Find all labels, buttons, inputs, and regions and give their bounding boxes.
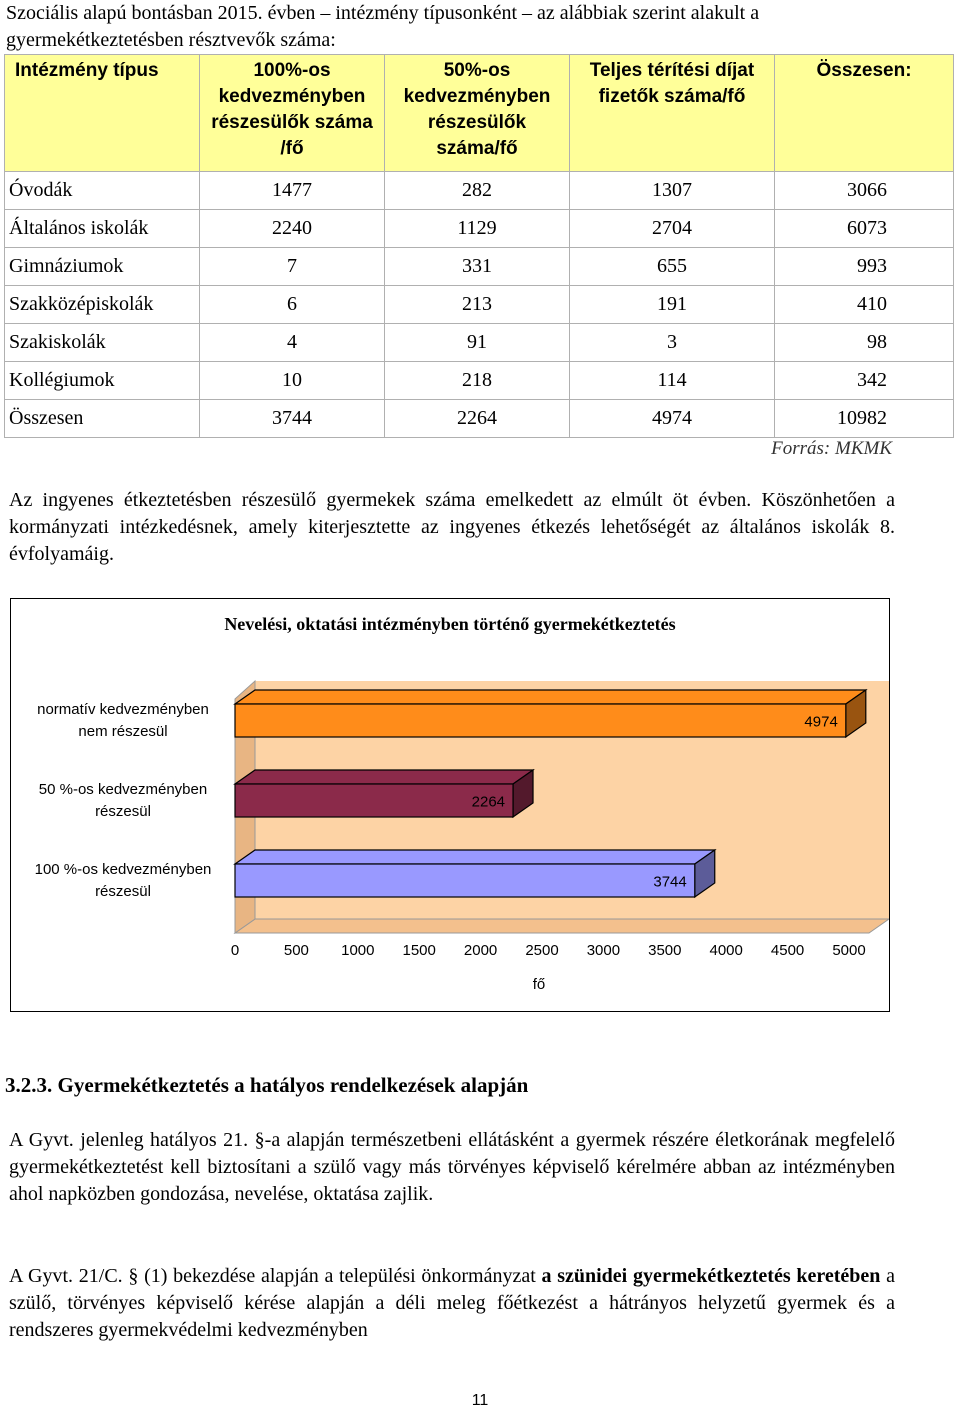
- cell-total: 342: [775, 362, 954, 400]
- header-type: Intézmény típus: [5, 55, 200, 172]
- table-row-total: [5, 400, 954, 438]
- x-tick-label: 1000: [341, 942, 375, 959]
- cell-type: Szakiskolák: [5, 324, 200, 362]
- section-heading: 3.2.3. Gyermekétkeztetés a hatályos rendelkezések alapján: [5, 1073, 529, 1097]
- cell-type: Kollégiumok: [5, 362, 200, 400]
- x-axis-label: fő: [532, 976, 546, 993]
- intro-text: Szociális alapú bontásban 2015. évben – intézmény típusonként – az alábbiak szerint alakult a gyermekétkeztetésben résztvevők száma:: [6, 2, 760, 51]
- paragraph-gyvt-21c-part1: A Gyvt. 21/C. § (1) bekezdése alapján a települési önkormányzat: [9, 1265, 542, 1287]
- cell-value: 282: [385, 172, 570, 210]
- cell-value: 2264: [385, 400, 570, 438]
- x-tick-label: 2000: [463, 942, 498, 959]
- cell-value: 2704: [570, 210, 775, 248]
- x-tick-label: 5000: [832, 942, 866, 959]
- cell-value: 331: [385, 248, 570, 286]
- cell-value: 4974: [570, 400, 775, 438]
- cell-value: 213: [385, 286, 570, 324]
- paragraph-meals-growth: Az ingyenes étkeztetésben részesülő gyermekek száma emelkedett az elmúlt öt évben. Köszönhetően a kormányzati intézkedésnek, amely kiterjesztette az ingyenes étkezés lehetőségét az általános iskolák 8. évfolyamáig.: [9, 489, 895, 565]
- cell-value: 1129: [385, 210, 570, 248]
- x-tick-label: 2500: [525, 942, 559, 959]
- cell-total: 6073: [775, 210, 954, 248]
- cell-value: 10: [200, 362, 385, 400]
- chart-plot-floor: [235, 919, 889, 933]
- cell-value: 3: [570, 324, 775, 362]
- paragraph-gyvt-21: A Gyvt. jelenleg hatályos 21. §-a alapján természetbeni ellátásként a gyermek részére életkorának megfelelő gyermekétkeztetést kell biztosítani a szülő vagy más törvényes képviselő kérelmére abban az intézményben ahol napközben gondozása, nevelése, oktatása zajlik.: [9, 1129, 895, 1205]
- chart-bar: [235, 850, 715, 897]
- cell-type: Gimnáziumok: [5, 248, 200, 286]
- paragraph-gyvt-21c-bold: a szünidei gyermekétkeztetés keretében: [541, 1265, 881, 1287]
- x-tick-label: 500: [283, 942, 309, 959]
- cell-value: 1307: [570, 172, 775, 210]
- table-row: [5, 248, 954, 286]
- header-half-discount: 50%-os kedvezményben részesülők száma/fő: [385, 55, 570, 172]
- x-tick-label: 3500: [648, 942, 682, 959]
- bar-value-label: 2264: [471, 793, 506, 811]
- x-tick-label: 1500: [402, 942, 436, 959]
- cell-type: Szakközépiskolák: [5, 286, 200, 324]
- cell-value: 114: [570, 362, 775, 400]
- cell-value: 91: [385, 324, 570, 362]
- cell-total: 410: [775, 286, 954, 324]
- table-row: [5, 286, 954, 324]
- cell-value: 191: [570, 286, 775, 324]
- table-row: [5, 172, 954, 210]
- header-total: Összesen:: [775, 55, 954, 172]
- bar-chart: [11, 599, 889, 1011]
- header-full-price: Teljes térítési díjat fizetők száma/fő: [570, 55, 775, 172]
- header-full-discount: 100%-os kedvezményben részesülők száma /fő: [200, 55, 385, 172]
- cell-value: 7: [200, 248, 385, 286]
- chart-frame: [10, 598, 890, 1012]
- chart-title: Nevelési, oktatási intézményben történő gyermekétkeztetés: [224, 614, 676, 634]
- table-header-row: [5, 55, 954, 172]
- paragraph-gyvt-21c-part2: a szülő, törvényes képviselő kérése alapján a déli meleg főétkezést a hátrányos helyzetű gyermek és a rendszeres gyermekvédelmi kedvezményben: [9, 1265, 895, 1341]
- cell-type: Általános iskolák: [5, 210, 200, 248]
- cell-type: Óvodák: [5, 172, 200, 210]
- cell-value: 655: [570, 248, 775, 286]
- x-tick-label: 3000: [586, 942, 621, 959]
- chart-bar: [235, 690, 866, 737]
- paragraph-gyvt-21c: [9, 1263, 895, 1344]
- x-tick-label: 4500: [770, 942, 805, 959]
- cell-value: 6: [200, 286, 385, 324]
- cell-total: 993: [775, 248, 954, 286]
- stats-table: [4, 54, 954, 438]
- x-tick-label: 4000: [709, 942, 743, 959]
- bar-value-label: 3744: [653, 873, 687, 891]
- page-number: 11: [471, 1392, 489, 1409]
- cell-type: Összesen: [5, 400, 200, 438]
- cell-value: 2240: [200, 210, 385, 248]
- category-label: 100 %-os kedvezményben részesül: [34, 861, 212, 900]
- category-label: 50 %-os kedvezményben részesül: [38, 781, 208, 820]
- cell-total: 98: [775, 324, 954, 362]
- bar-value-label: 4974: [804, 713, 838, 731]
- category-label: normatív kedvezményben nem részesül: [37, 701, 209, 740]
- x-tick-label: 0: [230, 942, 240, 959]
- cell-total: 10982: [775, 400, 954, 438]
- table-row: [5, 324, 954, 362]
- table-row: [5, 362, 954, 400]
- cell-total: 3066: [775, 172, 954, 210]
- table-row: [5, 210, 954, 248]
- cell-value: 218: [385, 362, 570, 400]
- cell-value: 4: [200, 324, 385, 362]
- cell-value: 1477: [200, 172, 385, 210]
- cell-value: 3744: [200, 400, 385, 438]
- table-source: Forrás: MKMK: [771, 438, 892, 459]
